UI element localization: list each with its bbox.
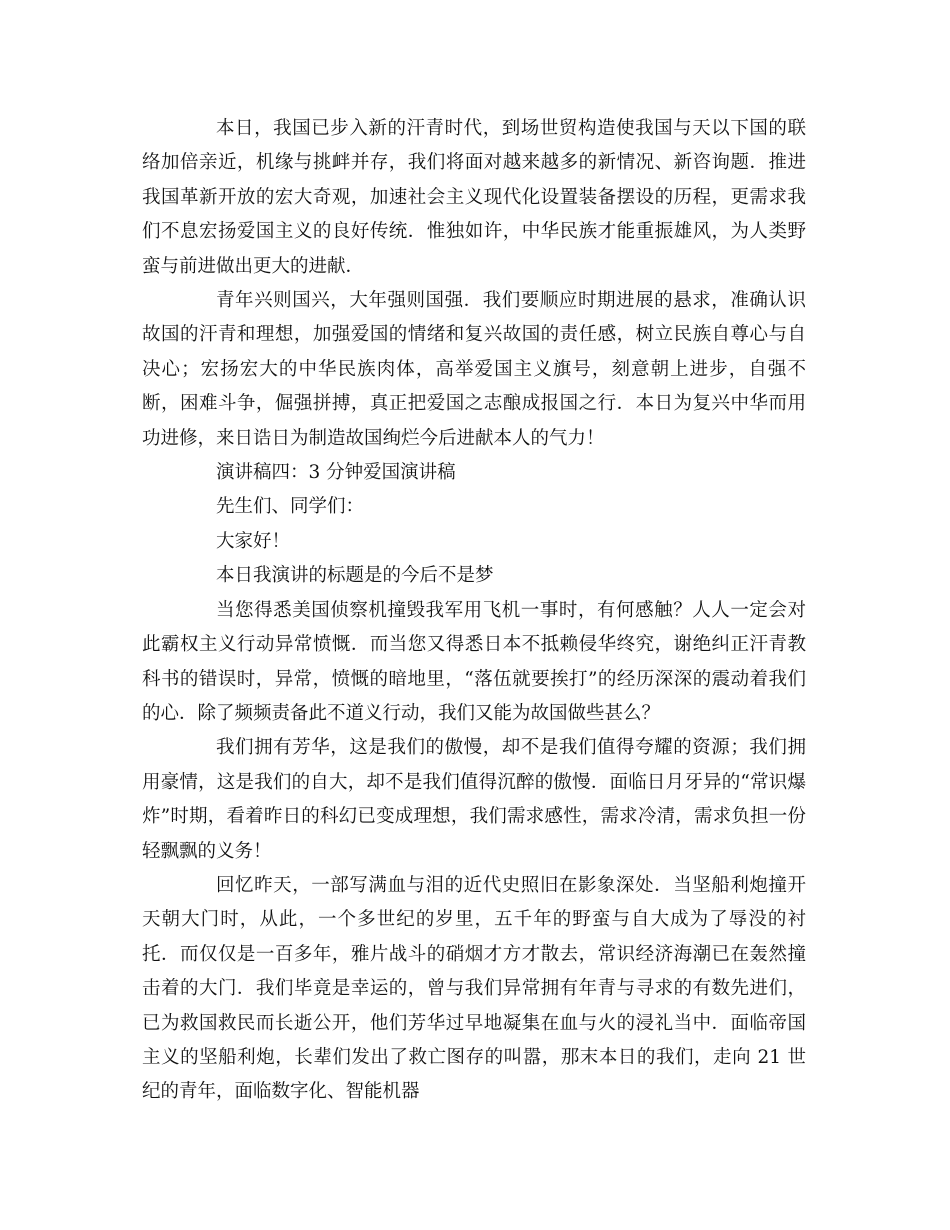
greeting: 大家好！ — [216, 530, 291, 552]
salutation: 先生们、同学们： — [216, 496, 365, 518]
paragraph: 我们拥有芳华，这是我们的傲慢，却不是我们值得夸耀的资源；我们拥用豪情，这是我们的自大，却不是我们值得沉醉的傲慢．面临日月牙异的“常识爆炸”时期，看着昨日的科幻已变成理想，我们需求感性，需求冷清，需求负担一份轻飘飘的义务！ — [142, 737, 806, 862]
section-heading: 演讲稿四：3 分钟爱国演讲稿 — [216, 462, 456, 484]
paragraph: 本日，我国已步入新的汗青时代，到场世贸构造使我国与天以下国的联络加倍亲近，机缘与挑衅并存，我们将面对越来越多的新情况、新咨询题．推进我国革新开放的宏大奇观，加速社会主义现代化设置装备摆设的历程，更需求我们不息宏扬爱国主义的良好传统．惟独如许，中华民族才能重振雄风，为人类野蛮与前进做出更大的进献． — [142, 118, 806, 277]
paragraph: 青年兴则国兴，大年强则国强．我们要顺应时期进展的悬求，准确认识故国的汗青和理想，加强爱国的情绪和复兴故国的责任感，树立民族自尊心与自决心；宏扬宏大的中华民族肉体，高举爱国主义旗号，刻意朝上进步，自强不断，困难斗争，倔强拼搏，真正把爱国之志酿成报国之行．本日为复兴中华而用功进修，来日诰日为制造故国绚烂今后进献本人的气力！ — [142, 290, 806, 449]
paragraph: 当您得悉美国侦察机撞毁我军用飞机一事时，有何感触？人人一定会对此霸权主义行动异常愤慨．而当您又得悉日本不抵赖侵华终究，谢绝纠正汗青教科书的错误时，异常，愤慨的暗地里，“落伍就要挨打”的经历深深的震动着我们的心．除了频频责备此不道义行动，我们又能为故国做些甚么？ — [142, 599, 806, 724]
document-body — [142, 112, 806, 1110]
paragraph: 回忆昨天，一部写满血与泪的近代史照旧在影象深处．当坚船利炮撞开天朝大门时，从此，一个多世纪的岁里，五千年的野蛮与自大成为了辱没的衬托．而仅仅是一百多年，雅片战斗的硝烟才方才散去，常识经济海潮已在轰然撞击着的大门．我们毕竟是幸运的，曾与我们异常拥有年青与寻求的有数先进们，已为救国救民而长逝公开，他们芳华过早地凝集在血与火的浸礼当中．面临帝国主义的坚船利炮，长辈们发出了救亡图存的叫嚣，那末本日的我们，走向 21 世纪的青年，面临数字化、智能机器 — [142, 874, 806, 1103]
speech-topic: 本日我演讲的标题是的今后不是梦 — [216, 565, 494, 587]
